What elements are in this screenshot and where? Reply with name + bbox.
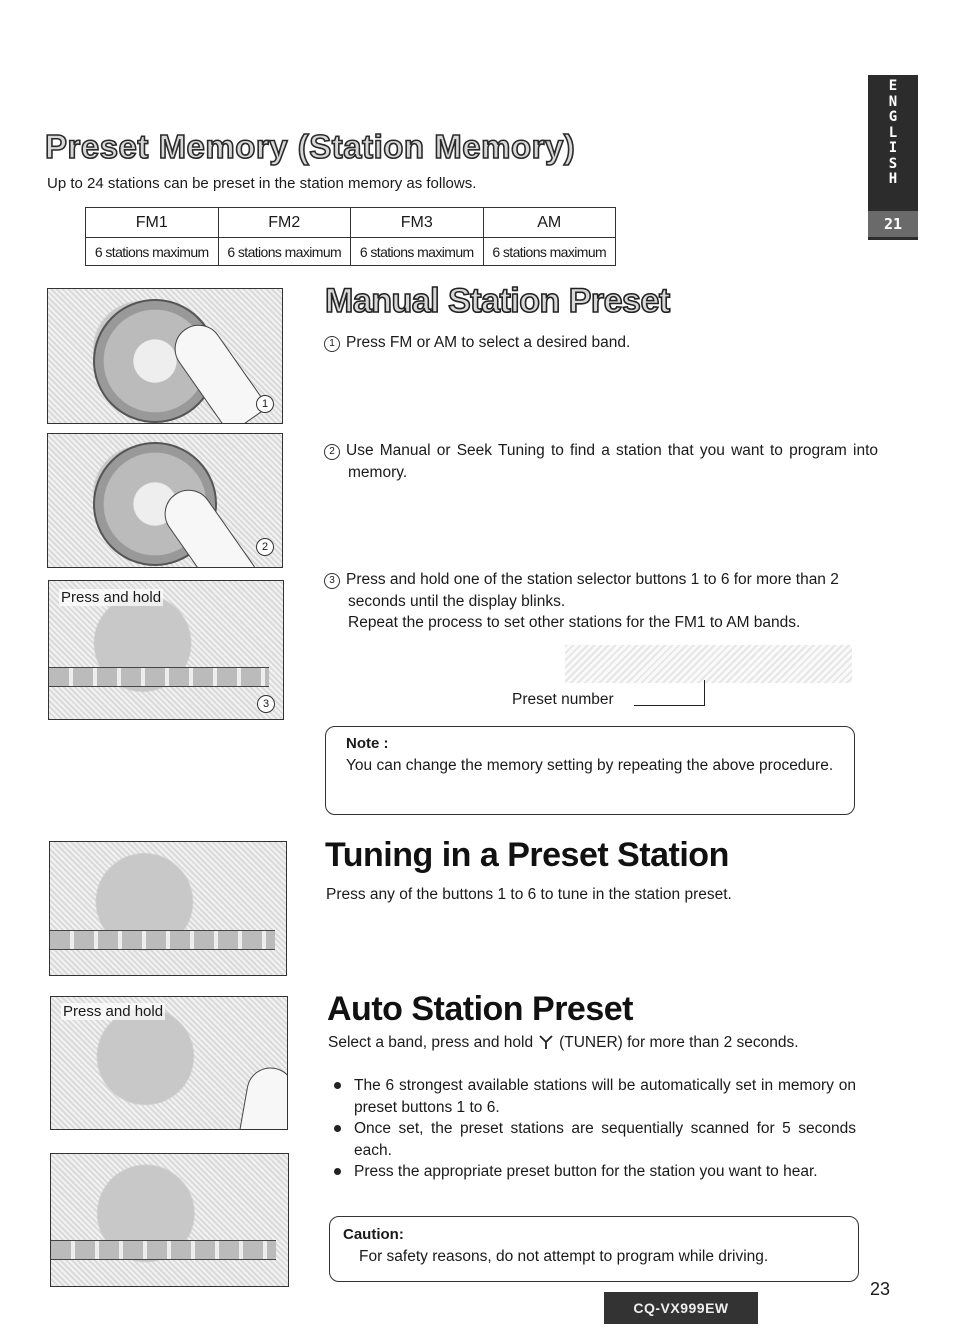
note-box (325, 726, 855, 815)
step-marker: 2 (256, 538, 274, 556)
antenna-icon (539, 1034, 553, 1056)
section-number: 21 (868, 211, 918, 237)
table-cell: 6 stations maximum (483, 238, 616, 266)
manual-step-1: 1 Press FM or AM to select a desired band. (324, 332, 854, 354)
note-text: You can change the memory setting by repeating the above procedure. (346, 757, 834, 774)
table-header: FM3 (351, 208, 484, 238)
table-row (86, 238, 616, 266)
table-header: FM1 (86, 208, 219, 238)
illustration-preset-scan (50, 1153, 289, 1287)
table-header: AM (483, 208, 616, 238)
illustration-preset-buttons (48, 580, 284, 720)
table-header-row (86, 208, 616, 238)
auto-bullet-2: Once set, the preset stations are sequentially scanned for 5 seconds each. (354, 1120, 856, 1159)
auto-bullet-1: The 6 strongest available stations will be automatically set in memory on preset buttons 1 to 6. (354, 1077, 856, 1116)
step-marker: 3 (257, 695, 275, 713)
table-cell: 6 stations maximum (351, 238, 484, 266)
preset-button-strip (49, 667, 269, 687)
tuning-heading: Tuning in a Preset Station (325, 836, 729, 874)
language-tab (868, 75, 918, 240)
auto-preset-heading: Auto Station Preset (327, 990, 633, 1028)
caution-title: Caution: (343, 1226, 404, 1243)
table-header: FM2 (218, 208, 351, 238)
illustration-band-button (47, 288, 283, 424)
auto-bullet-3: Press the appropriate preset button for the station you want to hear. (354, 1163, 818, 1180)
preset-button-strip (50, 930, 275, 950)
manual-preset-heading: Manual Station Preset (325, 282, 670, 320)
table-cell: 6 stations maximum (86, 238, 219, 266)
step-number: 2 (324, 444, 340, 460)
preset-number-label: Preset number (512, 691, 614, 708)
preset-button-strip (51, 1240, 276, 1260)
illustration-tuner-button (50, 996, 288, 1130)
tuning-text: Press any of the buttons 1 to 6 to tune in the station preset. (326, 886, 732, 903)
manual-step-3: 3 Press and hold one of the station selector buttons 1 to 6 for more than 2 seconds until the display blinks. (324, 569, 878, 612)
press-and-hold-label: Press and hold (61, 589, 162, 606)
page-title: Preset Memory (Station Memory) (45, 128, 576, 165)
step-number: 3 (324, 573, 340, 589)
step-marker: 1 (256, 395, 274, 413)
illustration-tuning (47, 433, 283, 568)
page-number: 23 (870, 1279, 891, 1299)
bullet-icon (334, 1120, 344, 1130)
display-illustration (565, 645, 852, 683)
manual-step-3-repeat: Repeat the process to set other stations for the FM1 to AM bands. (348, 614, 801, 631)
press-and-hold-label: Press and hold (63, 1003, 164, 1020)
intro-text: Up to 24 stations can be preset in the station memory as follows. (47, 175, 477, 192)
callout-line (704, 680, 705, 706)
callout-line (634, 705, 704, 706)
illustration-preset-tune (49, 841, 287, 976)
caution-text: For safety reasons, do not attempt to program while driving. (359, 1248, 769, 1265)
model-number: CQ-VX999EW (604, 1292, 758, 1324)
auto-intro: Select a band, press and hold (TUNER) for more than 2 seconds. (328, 1032, 856, 1056)
note-title: Note : (346, 735, 389, 752)
step-number: 1 (324, 336, 340, 352)
caution-box (329, 1216, 859, 1282)
language-tab-letters: E N G L I S H (888, 78, 898, 187)
station-memory-table (85, 207, 616, 266)
manual-step-2: 2 Use Manual or Seek Tuning to find a station that you want to program into memory. (324, 440, 878, 483)
finger-illustration (232, 1064, 288, 1130)
bullet-icon (334, 1077, 344, 1087)
bullet-icon (334, 1163, 344, 1173)
table-cell: 6 stations maximum (218, 238, 351, 266)
